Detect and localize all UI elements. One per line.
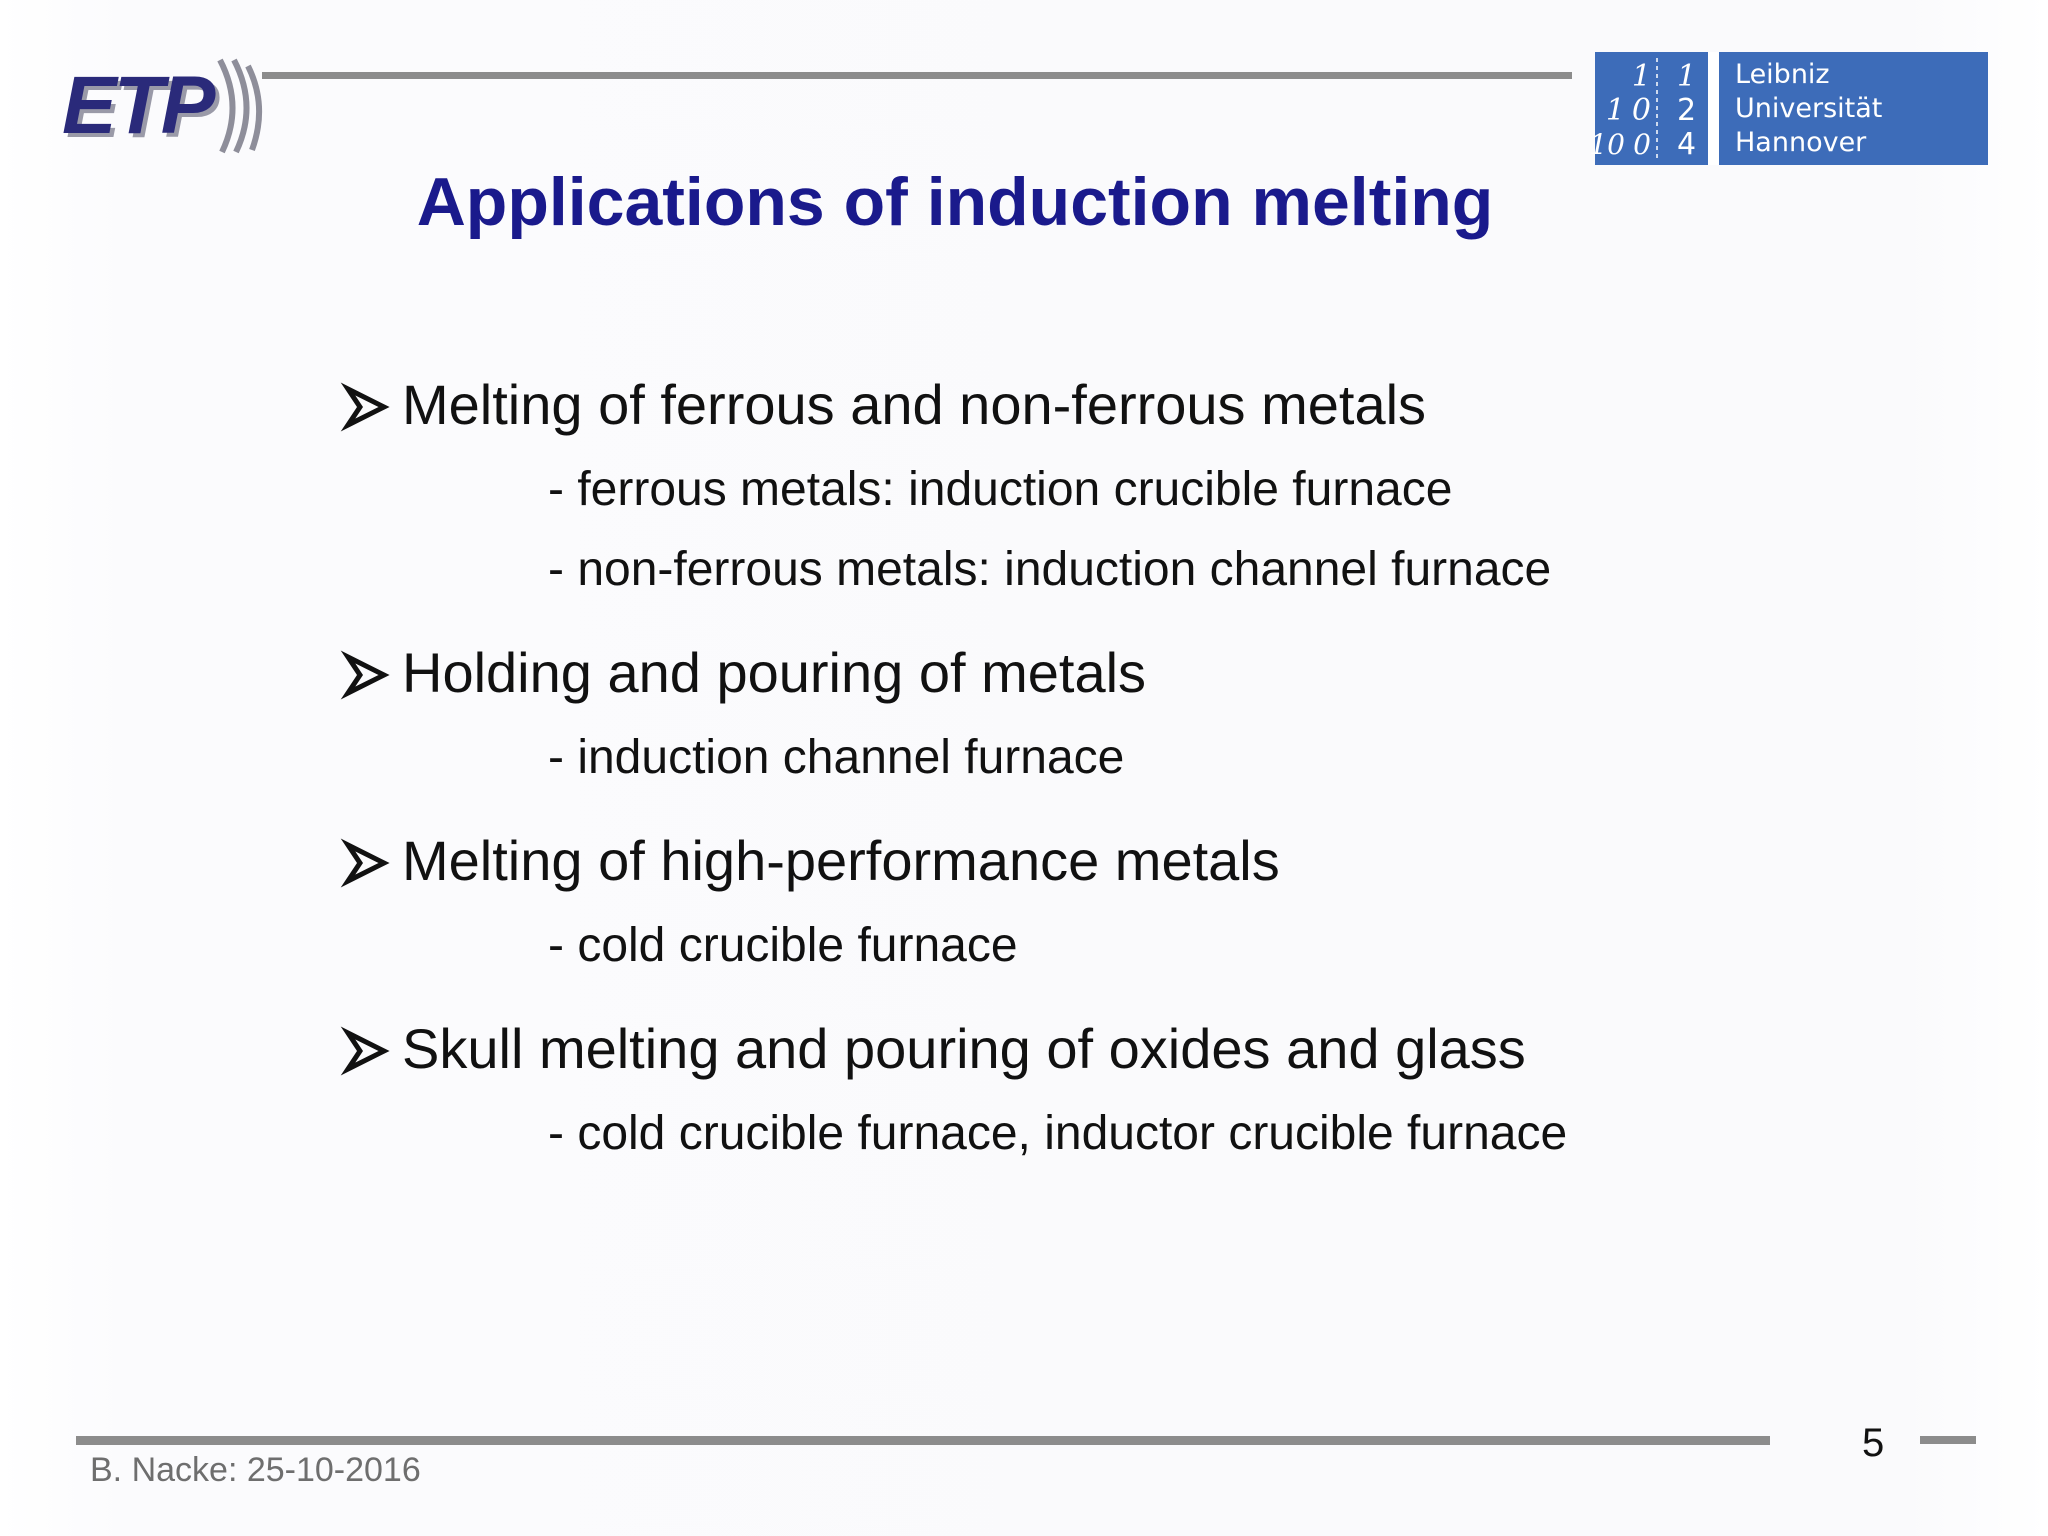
bullet-item (340, 360, 1551, 610)
arrowhead-bullet-icon (340, 375, 398, 435)
page-number: 5 (1862, 1421, 1885, 1465)
etp-logo-text: ETP (62, 60, 213, 151)
university-logo-divider (1708, 52, 1719, 165)
etp-logo (62, 56, 282, 156)
svg-text:1: 1 (1631, 59, 1651, 94)
university-name (1735, 58, 1882, 160)
university-logo (1589, 52, 1988, 165)
svg-text:4: 4 (1677, 127, 1697, 162)
page-number-dash (1920, 1436, 1976, 1444)
svg-text:1: 1 (1677, 59, 1697, 94)
bottom-rule (76, 1436, 1770, 1445)
svg-text:10: 10 (1589, 128, 1625, 161)
university-name-line-2: Universität (1735, 93, 1883, 124)
university-name-line-1: Leibniz (1735, 59, 1830, 90)
top-rule (262, 72, 1572, 79)
university-name-line-3: Hannover (1735, 127, 1867, 158)
bullet-item (340, 1004, 1567, 1174)
arrowhead-bullet-icon (340, 1019, 398, 1079)
bullet-item (340, 628, 1146, 798)
svg-text:0: 0 (1631, 93, 1651, 128)
bullet-text: Melting of ferrous and non-ferrous metals (402, 373, 1427, 436)
svg-text:1: 1 (1605, 93, 1625, 128)
arrowhead-bullet-icon (340, 643, 398, 703)
svg-text:2: 2 (1677, 93, 1697, 128)
sub-item: - cold crucible furnace (548, 919, 1018, 972)
sub-item: - induction channel furnace (548, 731, 1125, 784)
sub-item: - cold crucible furnace, inductor crucible furnace (548, 1107, 1568, 1160)
bullet-text: Melting of high-performance metals (402, 829, 1280, 892)
bullet-item (340, 816, 1280, 986)
slide-title: Applications of induction melting (416, 164, 1494, 240)
bullet-text: Holding and pouring of metals (402, 641, 1147, 704)
sub-item: - ferrous metals: induction crucible furnace (548, 463, 1453, 516)
svg-text:0: 0 (1633, 128, 1651, 161)
footer-author-date: B. Nacke: 25-10-2016 (90, 1451, 421, 1489)
bullet-text: Skull melting and pouring of oxides and glass (402, 1017, 1526, 1080)
arrowhead-bullet-icon (340, 831, 398, 891)
sub-item: - non-ferrous metals: induction channel furnace (548, 543, 1552, 596)
university-mark-icon (1589, 52, 1708, 165)
